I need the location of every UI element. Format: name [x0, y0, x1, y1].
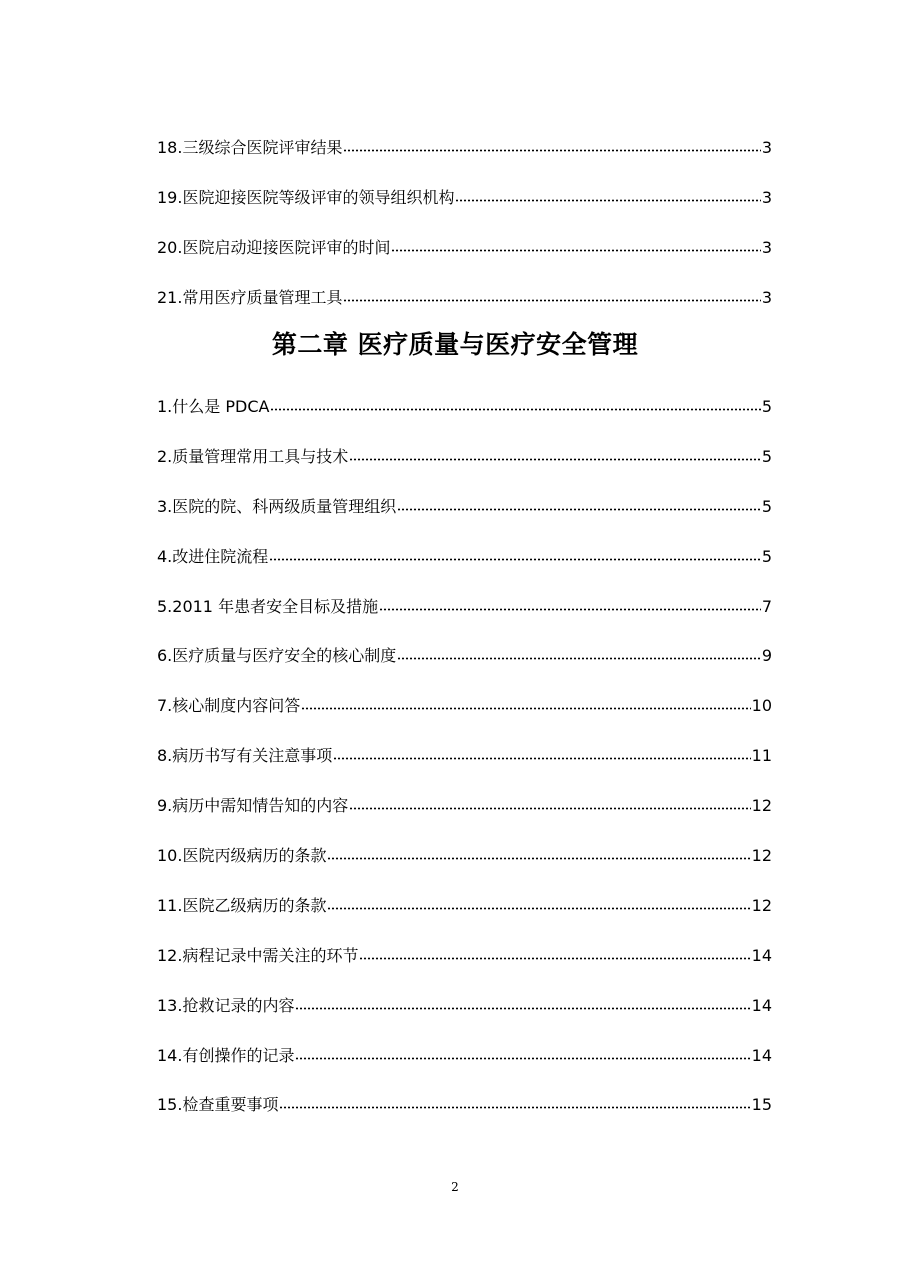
toc-dot-leader — [295, 991, 750, 1011]
toc-entry-page: 9 — [761, 646, 772, 666]
toc-dot-leader — [269, 542, 761, 562]
toc-entry-page: 12 — [751, 796, 772, 816]
toc-dot-leader — [455, 183, 760, 203]
toc-entry[interactable] — [157, 641, 772, 691]
toc-entry-title: 2.质量管理常用工具与技术 — [157, 446, 349, 466]
toc-entry[interactable] — [157, 133, 772, 183]
toc-dot-leader — [391, 233, 760, 253]
toc-entry-page: 14 — [751, 995, 772, 1015]
toc-entry[interactable] — [157, 392, 772, 442]
toc-entry-title: 11.医院乙级病历的条款 — [157, 895, 327, 915]
toc-entry-page: 14 — [751, 945, 772, 965]
toc-entry-title: 13.抢救记录的内容 — [157, 995, 295, 1015]
toc-dot-leader — [333, 741, 750, 761]
toc-dot-leader — [327, 891, 750, 911]
toc-entry-title: 20.医院启动迎接医院评审的时间 — [157, 237, 391, 257]
toc-entry[interactable] — [157, 1041, 772, 1091]
toc-entry-title: 19.医院迎接医院等级评审的领导组织机构 — [157, 187, 455, 207]
toc-entry-page: 12 — [751, 846, 772, 866]
toc-entry[interactable] — [157, 1090, 772, 1140]
toc-dot-leader — [270, 392, 760, 412]
toc-entry-page: 3 — [761, 237, 772, 257]
toc-dot-leader — [397, 641, 761, 661]
toc-entry-title: 15.检查重要事项 — [157, 1095, 279, 1115]
chapter-heading: 第二章 医疗质量与医疗安全管理 — [271, 330, 639, 359]
toc-entry[interactable] — [157, 991, 772, 1041]
toc-entry-title: 5.2011 年患者安全目标及措施 — [157, 596, 379, 616]
toc-entry-page: 10 — [751, 696, 772, 716]
toc-entry-title: 10.医院丙级病历的条款 — [157, 846, 327, 866]
toc-entry-page: 5 — [761, 446, 772, 466]
toc-entry-page: 5 — [761, 546, 772, 566]
toc-dot-leader — [279, 1090, 750, 1110]
toc-dot-leader — [349, 791, 750, 811]
toc-entry-title: 3.医院的院、科两级质量管理组织 — [157, 496, 397, 516]
toc-dot-leader — [379, 592, 761, 612]
toc-entry[interactable] — [157, 233, 772, 283]
toc-entry-page: 3 — [761, 138, 772, 157]
toc-dot-leader — [301, 691, 750, 711]
toc-entry-page: 14 — [751, 1045, 772, 1065]
toc-entry[interactable] — [157, 791, 772, 841]
toc-entry-title: 21.常用医疗质量管理工具 — [157, 287, 343, 307]
toc-entry-title: 6.医疗质量与医疗安全的核心制度 — [157, 646, 397, 666]
toc-entry[interactable] — [157, 183, 772, 233]
toc-entry[interactable] — [157, 492, 772, 542]
toc-entry-page: 11 — [751, 746, 772, 766]
toc-entry-page: 12 — [751, 895, 772, 915]
toc-entry-title: 14.有创操作的记录 — [157, 1045, 295, 1065]
toc-list-continued — [157, 133, 772, 333]
toc-entry-page: 5 — [761, 397, 772, 416]
toc-entry-page: 3 — [761, 187, 772, 207]
toc-entry-title: 8.病历书写有关注意事项 — [157, 746, 333, 766]
toc-entry[interactable] — [157, 941, 772, 991]
toc-entry[interactable] — [157, 741, 772, 791]
toc-dot-leader — [295, 1041, 750, 1061]
toc-entry-page: 3 — [761, 287, 772, 307]
toc-entry[interactable] — [157, 891, 772, 941]
toc-dot-leader — [349, 442, 761, 462]
toc-list-chapter — [157, 392, 772, 1140]
toc-entry[interactable] — [157, 442, 772, 492]
toc-dot-leader — [343, 283, 760, 303]
page-number: 2 — [451, 1180, 459, 1194]
toc-entry[interactable] — [157, 841, 772, 891]
toc-dot-leader — [327, 841, 750, 861]
toc-entry[interactable] — [157, 691, 772, 741]
toc-entry[interactable] — [157, 592, 772, 642]
toc-entry-page: 7 — [761, 596, 772, 616]
toc-entry-title: 12.病程记录中需关注的环节 — [157, 945, 359, 965]
toc-dot-leader — [343, 133, 760, 153]
toc-entry-page: 15 — [751, 1095, 772, 1115]
toc-entry-title: 1.什么是 PDCA — [157, 397, 270, 416]
toc-entry-title: 9.病历中需知情告知的内容 — [157, 796, 349, 816]
toc-entry-page: 5 — [761, 496, 772, 516]
toc-dot-leader — [359, 941, 750, 961]
toc-entry-title: 7.核心制度内容问答 — [157, 696, 301, 716]
toc-entry-title: 4.改进住院流程 — [157, 546, 269, 566]
toc-dot-leader — [397, 492, 761, 512]
toc-entry[interactable] — [157, 542, 772, 592]
toc-entry-title: 18.三级综合医院评审结果 — [157, 138, 343, 157]
